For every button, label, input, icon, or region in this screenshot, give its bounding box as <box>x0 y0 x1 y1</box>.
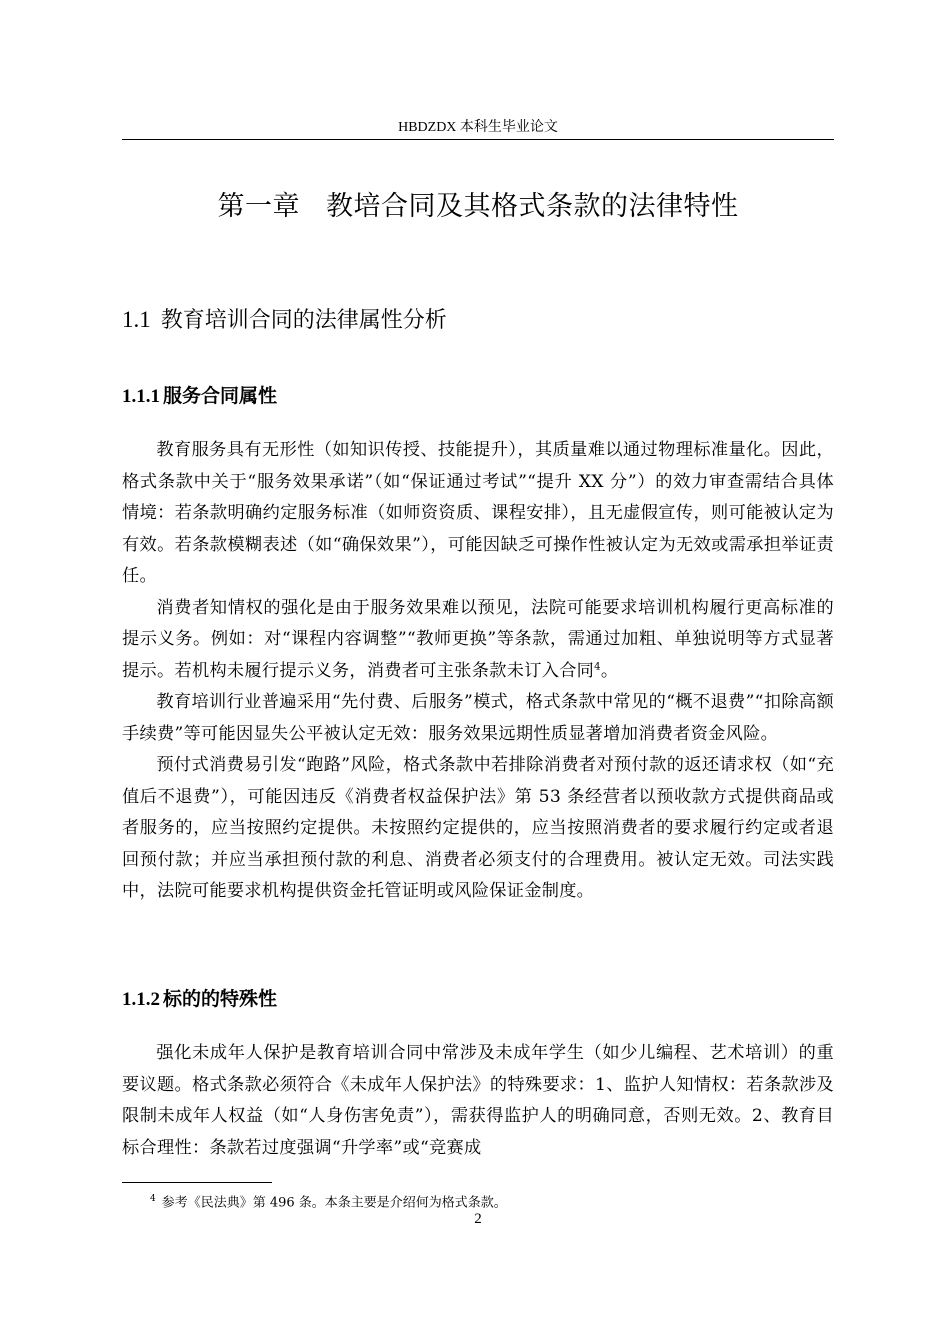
footnote-rule <box>122 1182 272 1183</box>
footnote <box>150 1190 507 1212</box>
chapter-number: 第一章 <box>217 191 300 222</box>
paragraph-tail: 。 <box>600 660 619 681</box>
chapter-title <box>122 188 834 226</box>
body-paragraph: 预付式消费易引发“跑路”风险，格式条款中若排除消费者对预付款的返还请求权（如“充值后不退费”），可能因违反《消费者权益保护法》第 53 条经营者以预收款方式提供商品或者服务的，应当按照约定提供。未按照约定提供的，应当按照消费者的要求履行约定或者退回预付款；并应当承担预付款的利息、消费者必须支付的合理费用。被认定无效。司法实践中，法院可能要求机构提供资金托管证明或风险保证金制度。 <box>122 755 834 901</box>
section-number: 1.1 <box>122 307 151 332</box>
section-title <box>122 304 447 337</box>
header-rule <box>122 139 834 140</box>
subsection-heading <box>122 382 277 411</box>
subsection-body <box>122 1038 834 1164</box>
subsection-name: 标的的特殊性 <box>163 988 278 1010</box>
body-paragraph <box>122 593 834 688</box>
body-paragraph: 教育培训行业普遍采用“先付费、后服务”模式，格式条款中常见的“概不退费”“扣除高额手续费”等可能因显失公平被认定无效：服务效果远期性质显著增加消费者资金风险。 <box>122 692 834 744</box>
subsection-name: 服务合同属性 <box>163 385 278 407</box>
footnote-text: 参考《民法典》第 496 条。本条主要是介绍何为格式条款。 <box>161 1195 507 1211</box>
footnote-reference[interactable]: 4 <box>594 660 601 672</box>
running-header: HBDZDX 本科生毕业论文 <box>398 120 558 135</box>
body-paragraph: 强化未成年人保护是教育培训合同中常涉及未成年学生（如少儿编程、艺术培训）的重要议题。格式条款必须符合《未成年人保护法》的特殊要求：1、监护人知情权：若条款涉及限制未成年人权益（如“人身伤害免责”），需获得监护人的明确同意，否则无效。2、教育目标合理性：条款若过度强调“升学率”或“竞赛成 <box>122 1043 834 1158</box>
paragraph-text: 消费者知情权的强化是由于服务效果难以预见，法院可能要求培训机构履行更高标准的提示义务。例如：对“课程内容调整”“教师更换”等条款，需通过加粗、单独说明等方式显著提示。若机构未履行提示义务，消费者可主张条款未订入合同 <box>122 597 834 681</box>
chapter-name: 教培合同及其格式条款的法律特性 <box>326 191 739 222</box>
footnote-marker: 4 <box>150 1194 156 1204</box>
page-number: 2 <box>474 1211 482 1227</box>
section-name: 教育培训合同的法律属性分析 <box>160 308 447 333</box>
subsection-heading <box>122 985 277 1014</box>
subsection-number: 1.1.2 <box>122 989 160 1010</box>
body-paragraph: 教育服务具有无形性（如知识传授、技能提升），其质量难以通过物理标准量化。因此，格式条款中关于“服务效果承诺”（如“保证通过考试”“提升 XX 分”）的效力审查需结合具体情境：若条款明确约定服务标准（如师资资质、课程安排），且无虚假宣传，则可能被认定为有效。若条款模糊表述（如“确保效果”），可能因缺乏可操作性被认定为无效或需承担举证责任。 <box>122 440 834 586</box>
subsection-body <box>122 435 834 908</box>
subsection-number: 1.1.1 <box>122 386 160 407</box>
